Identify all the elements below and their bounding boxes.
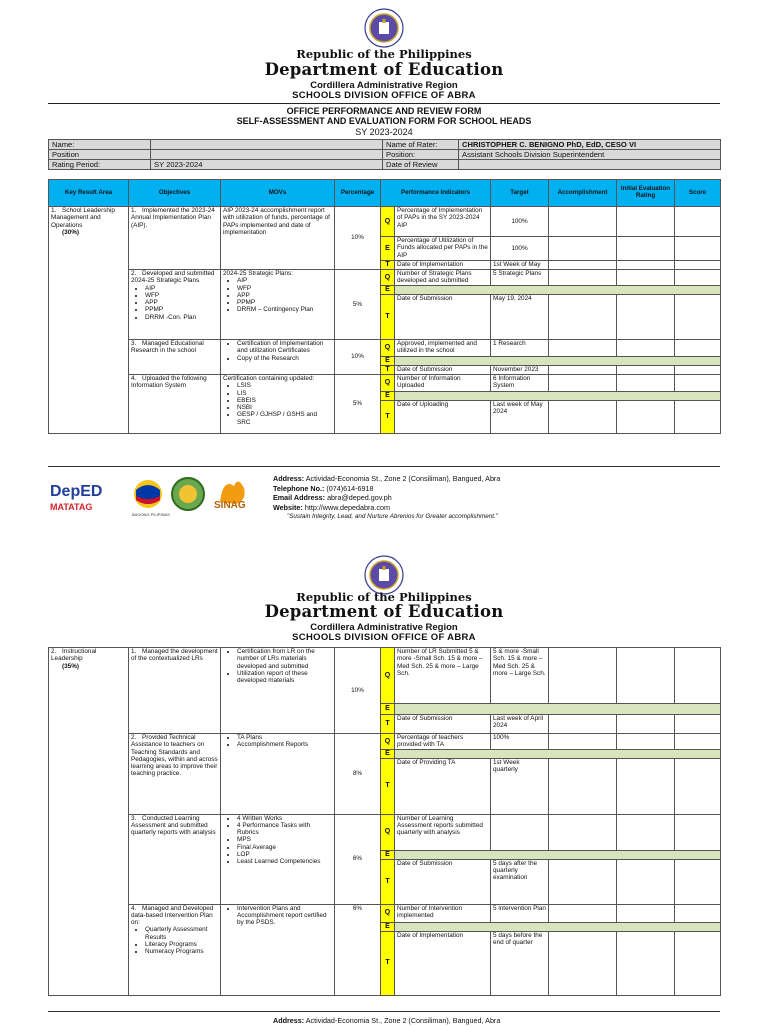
indicator-q: Number of Strategic Plans developed and submitted (395, 270, 491, 286)
col-initial-rating: Initial Evaluation Rating (617, 180, 675, 207)
rating-cell[interactable] (617, 715, 675, 734)
objective-2-4: 4. Managed and Developed data-based Intervention Plan on: • Quarterly Assessment Results • Literacy Programs • Numeracy Programs (129, 904, 221, 995)
form-title: OFFICE PERFORMANCE AND REVIEW FORM (286, 106, 482, 116)
rating-cell[interactable] (617, 366, 675, 375)
accomplishment-cell[interactable] (549, 261, 617, 270)
objective-2-1: 1. Managed the development of the contextualized LRs (129, 648, 221, 734)
target-t: 5 days after the quarterly examination (491, 859, 549, 904)
t-marker: T (381, 715, 395, 734)
indicator-t: Date of Submission (395, 295, 491, 340)
e-marker: E (381, 922, 395, 931)
t-marker: T (381, 366, 395, 375)
objective-1-4: 4. Uploaded the following Information System (129, 375, 221, 434)
rating-cell[interactable] (617, 931, 675, 995)
score-cell[interactable] (675, 270, 721, 286)
indicator-t: Date of Submission (395, 859, 491, 904)
indicator-t: Date of Uploading (395, 401, 491, 434)
name-label: Name: (49, 140, 151, 150)
footer-contact: Address: Actividad-Economia St., Zone 2 (Consiliman), Bangued, Abra (273, 1016, 501, 1025)
rating-cell[interactable] (617, 270, 675, 286)
q-marker: Q (381, 904, 395, 922)
table-row (49, 207, 721, 237)
col-objectives: Objectives (129, 180, 221, 207)
empty-green-row (395, 922, 721, 931)
rating-cell[interactable] (617, 237, 675, 261)
target-t: November 2023 (491, 366, 549, 375)
score-cell[interactable] (675, 734, 721, 750)
pct-2-1: 10% (335, 648, 381, 734)
sinag-logo-icon (214, 481, 246, 511)
score-cell[interactable] (675, 207, 721, 237)
empty-green-row (395, 392, 721, 401)
footer-logos-partial (48, 1018, 248, 1024)
accomplishment-cell[interactable] (549, 931, 617, 995)
footer-rule (48, 466, 720, 467)
target-q: 6 Information System (491, 375, 549, 392)
col-percentage: Percentage (335, 180, 381, 207)
score-cell[interactable] (675, 715, 721, 734)
table-row (49, 734, 721, 750)
e-marker: E (381, 392, 395, 401)
target-q: 100% (491, 207, 549, 237)
page-2 (0, 548, 768, 1024)
target-q: 100% (491, 734, 549, 750)
accomplishment-cell[interactable] (549, 366, 617, 375)
score-cell[interactable] (675, 401, 721, 434)
accomplishment-cell[interactable] (549, 340, 617, 357)
accomplishment-cell[interactable] (549, 401, 617, 434)
form-subtitle: SELF-ASSESSMENT AND EVALUATION FORM FOR SCHOOL HEADS (236, 116, 532, 126)
rater-value[interactable]: CHRISTOPHER C. BENIGNO PhD, EdD, CESO VI (459, 140, 721, 150)
indicator-t: Date of Implementation (395, 261, 491, 270)
bagong-pilipinas-logo-icon (132, 480, 170, 517)
rating-cell[interactable] (617, 904, 675, 922)
movs-2-2: • TA Plans • Accomplishment Reports (221, 734, 335, 815)
rating-cell[interactable] (617, 648, 675, 704)
header-department: Department of Education (264, 602, 504, 621)
kra2-table (48, 647, 721, 996)
target-t: May 19, 2024 (491, 295, 549, 340)
score-cell[interactable] (675, 814, 721, 850)
q-marker: Q (381, 375, 395, 392)
e-marker: E (381, 286, 395, 295)
svg-text:BAGONG PILIPINAS: BAGONG PILIPINAS (132, 512, 170, 517)
e-marker: E (381, 357, 395, 366)
kra1-cell: 1. School Leadership Management and Operations (30%) (49, 207, 129, 434)
score-cell[interactable] (675, 648, 721, 704)
deped-seal-icon (364, 555, 404, 595)
target-t: Last week of May 2024 (491, 401, 549, 434)
review-date-label: Date of Review (383, 160, 459, 170)
score-cell[interactable] (675, 295, 721, 340)
rating-cell[interactable] (617, 814, 675, 850)
indicator-q: Percentage of teachers provided with TA (395, 734, 491, 750)
q-marker: Q (381, 648, 395, 704)
target-q: 1 Research (491, 340, 549, 357)
position-label: Position (49, 150, 151, 160)
indicator-q: Number of Learning Assessment reports submitted quarterly with analysis (395, 814, 491, 850)
rater-label: Name of Rater: (383, 140, 459, 150)
name-value[interactable] (151, 140, 383, 150)
movs-2-4: • Intervention Plans and Accomplishment report certified by the PSDS. (221, 904, 335, 995)
movs-1-1: AIP 2023-24 accomplishment report with utilization of funds, percentage of PAPs implemented and date of implementation (221, 207, 335, 270)
target-t: 1st Week quarterly (491, 758, 549, 814)
accomplishment-cell[interactable] (549, 648, 617, 704)
rating-cell[interactable] (617, 375, 675, 392)
rating-cell[interactable] (617, 401, 675, 434)
objective-1-3: 3. Managed Educational Research in the school (129, 340, 221, 375)
target-t: 5 days before the end of quarter (491, 931, 549, 995)
deped-seal-icon (364, 8, 404, 48)
score-cell[interactable] (675, 366, 721, 375)
score-cell[interactable] (675, 375, 721, 392)
rating-cell[interactable] (617, 295, 675, 340)
footer-email[interactable]: abra@deped.gov.ph (327, 493, 392, 503)
accomplishment-cell[interactable] (549, 207, 617, 237)
q-marker: Q (381, 270, 395, 286)
col-accomplishment: Accomplishment (549, 180, 617, 207)
accomplishment-cell[interactable] (549, 375, 617, 392)
target-q: 5 intervention Plan (491, 904, 549, 922)
col-movs: MOVs (221, 180, 335, 207)
q-marker: Q (381, 814, 395, 850)
table-row (49, 814, 721, 850)
accomplishment-cell[interactable] (549, 715, 617, 734)
indicator-q: Approved, implemented and utilized in the school (395, 340, 491, 357)
header-rule (48, 103, 720, 104)
target-t: Last week of April 2024 (491, 715, 549, 734)
t-marker: T (381, 758, 395, 814)
objective-1-2: 2. Developed and submitted 2024-25 Strategic Plans • AIP • WFP • APP • PPMP • DRRM -Con. Plan (129, 270, 221, 340)
rater-position-label: Position: (383, 150, 459, 160)
q-marker: Q (381, 340, 395, 357)
review-date-value[interactable] (459, 160, 721, 170)
table-row (49, 340, 721, 357)
rating-cell[interactable] (617, 859, 675, 904)
indicator-q: Number of Information Uploaded (395, 375, 491, 392)
score-cell[interactable] (675, 859, 721, 904)
t-marker: T (381, 931, 395, 995)
footer-contact: Address: Actividad-Economia St., Zone 2 (Consiliman), Bangued, Abra Telephone No.: (074)614-6918 Email Address: abra@deped.gov.ph Website: http://www.depedabra.com "Sustain Integrity, Lead, and Nurture Abrenios for Greater accomplishment." (273, 474, 501, 521)
q-marker: Q (381, 207, 395, 237)
t-marker: T (381, 401, 395, 434)
target-q: 5 Strategic Plans (491, 270, 549, 286)
footer-address: Actividad-Economia St., Zone 2 (Consiliman), Bangued, Abra (305, 474, 501, 483)
footer-motto: "Sustain Integrity, Lead, and Nurture Abrenios for Greater accomplishment." (287, 513, 498, 521)
q-marker: Q (381, 734, 395, 750)
e-marker: E (381, 850, 395, 859)
kra1-table (48, 179, 721, 434)
division-seal-icon (172, 478, 204, 510)
accomplishment-cell[interactable] (549, 758, 617, 814)
t-marker: T (381, 295, 395, 340)
accomplishment-cell[interactable] (549, 295, 617, 340)
header-department: Department of Education (264, 60, 504, 79)
accomplishment-cell[interactable] (549, 904, 617, 922)
indicator-q: Percentage of Implementation of PAPs in the SY 2023-2024 AIP (395, 207, 491, 237)
pct-2-4: 6% (335, 904, 381, 995)
movs-1-2: 2024-25 Strategic Plans: • AIP • WFP • APP • PPMP • DRRM – Contingency Plan (221, 270, 335, 340)
rating-cell[interactable] (617, 261, 675, 270)
table-row (49, 648, 721, 704)
empty-green-row (395, 749, 721, 758)
pct-2-2: 8% (335, 734, 381, 815)
target-t: 1st Week of May (491, 261, 549, 270)
col-score: Score (675, 180, 721, 207)
rating-cell[interactable] (617, 758, 675, 814)
rater-position-value[interactable]: Assistant Schools Division Superintendent (459, 150, 721, 160)
target-q: 5 & more -Small Sch. 15 & more – Med Sch. 25 & more – Large Sch. (491, 648, 549, 704)
footer-telephone: (074)614-6918 (326, 483, 374, 493)
indicator-t: Date of Submission (395, 366, 491, 375)
svg-text:DepED: DepED (50, 483, 103, 500)
col-performance-indicators: Performance Indicators (381, 180, 491, 207)
pct-1-4: 5% (335, 375, 381, 434)
footer-address: Actividad-Economia St., Zone 2 (Consiliman), Bangued, Abra (305, 1016, 501, 1025)
movs-1-4: Certification containing updated: • LSIS • LIS • EBEIS • NSBI • GESP / GJHSP / GSHS and SRC (221, 375, 335, 434)
rating-cell[interactable] (617, 340, 675, 357)
kra2-cell: 2. Instructional Leadership (35%) (49, 648, 129, 996)
indicator-q: Number of LR Submitted 5 & more -Small Sch. 15 & more – Med Sch. 25 & more – Large Sch. (395, 648, 491, 704)
score-cell[interactable] (675, 931, 721, 995)
table-row (49, 270, 721, 286)
objective-1-1: 1. Implemented the 2023-24 Annual Implementation Plan (AIP). (129, 207, 221, 270)
accomplishment-cell[interactable] (549, 734, 617, 750)
header-region: Cordillera Administrative Region (310, 80, 458, 91)
movs-1-3: • Certification of Implementation and utilization Certificates • Copy of the Research (221, 340, 335, 375)
target-q (491, 814, 549, 850)
indicator-t: Date of Providing TA (395, 758, 491, 814)
t-marker: T (381, 859, 395, 904)
accomplishment-cell[interactable] (549, 237, 617, 261)
objective-2-2: 2. Provided Technical Assistance to teachers on Teaching Standards and Pedagogies, within and across learning areas to improve their teaching practice. (129, 734, 221, 815)
svg-text:SINAG: SINAG (214, 500, 246, 511)
rating-period-label: Rating Period: (49, 160, 151, 170)
col-target: Target (491, 180, 549, 207)
pct-1-1: 10% (335, 207, 381, 270)
footer-logos (48, 472, 248, 518)
form-school-year: SY 2023-2024 (355, 127, 413, 137)
empty-green-row (395, 850, 721, 859)
e-marker: E (381, 237, 395, 261)
empty-green-row (395, 704, 721, 715)
footer-rule (48, 1011, 720, 1012)
deped-matatag-logo-icon (50, 483, 102, 512)
e-marker: E (381, 749, 395, 758)
pct-2-3: 6% (335, 814, 381, 904)
footer-website[interactable]: http://www.depedabra.com (304, 502, 390, 512)
header-division: SCHOOLS DIVISION OFFICE OF ABRA (292, 90, 476, 101)
score-cell[interactable] (675, 758, 721, 814)
info-table (48, 139, 721, 170)
target-e: 100% (491, 237, 549, 261)
t-marker: T (381, 261, 395, 270)
accomplishment-cell[interactable] (549, 270, 617, 286)
movs-2-1: • Certification from LR on the number of LRs materials developed and submitted • Utilization report of these developed materials (221, 648, 335, 734)
empty-green-row (395, 357, 721, 366)
score-cell[interactable] (675, 261, 721, 270)
accomplishment-cell[interactable] (549, 859, 617, 904)
e-marker: E (381, 704, 395, 715)
position-value[interactable] (151, 150, 383, 160)
score-cell[interactable] (675, 340, 721, 357)
rating-cell[interactable] (617, 207, 675, 237)
empty-green-row (395, 286, 721, 295)
table-row (49, 375, 721, 392)
svg-text:MATATAG: MATATAG (50, 502, 93, 512)
indicator-t: Date of Implementation (395, 931, 491, 995)
objective-2-3: 3. Conducted Learning Assessment and submitted quarterly reports with analysis (129, 814, 221, 904)
rating-cell[interactable] (617, 734, 675, 750)
pct-1-2: 5% (335, 270, 381, 340)
movs-2-3: • 4 Written Works • 4 Performance Tasks with Rubrics • MPS • Final Average • LOP • Least Learned Competencies (221, 814, 335, 904)
col-key-result-area: Key Result Area (49, 180, 129, 207)
header-republic: Republic of the Philippines (296, 590, 472, 604)
score-cell[interactable] (675, 904, 721, 922)
header-division: SCHOOLS DIVISION OFFICE OF ABRA (292, 632, 476, 643)
pct-1-3: 10% (335, 340, 381, 375)
rating-period-value[interactable]: SY 2023-2024 (151, 160, 383, 170)
table-row (49, 904, 721, 922)
accomplishment-cell[interactable] (549, 814, 617, 850)
indicator-q: Number of Intervention implemented (395, 904, 491, 922)
header-republic: Republic of the Philippines (296, 47, 472, 61)
header-region: Cordillera Administrative Region (310, 622, 458, 633)
indicator-t: Date of Submission (395, 715, 491, 734)
score-cell[interactable] (675, 237, 721, 261)
indicator-e: Percentage of Utilization of Funds allocated per PAPs in the AIP (395, 237, 491, 261)
